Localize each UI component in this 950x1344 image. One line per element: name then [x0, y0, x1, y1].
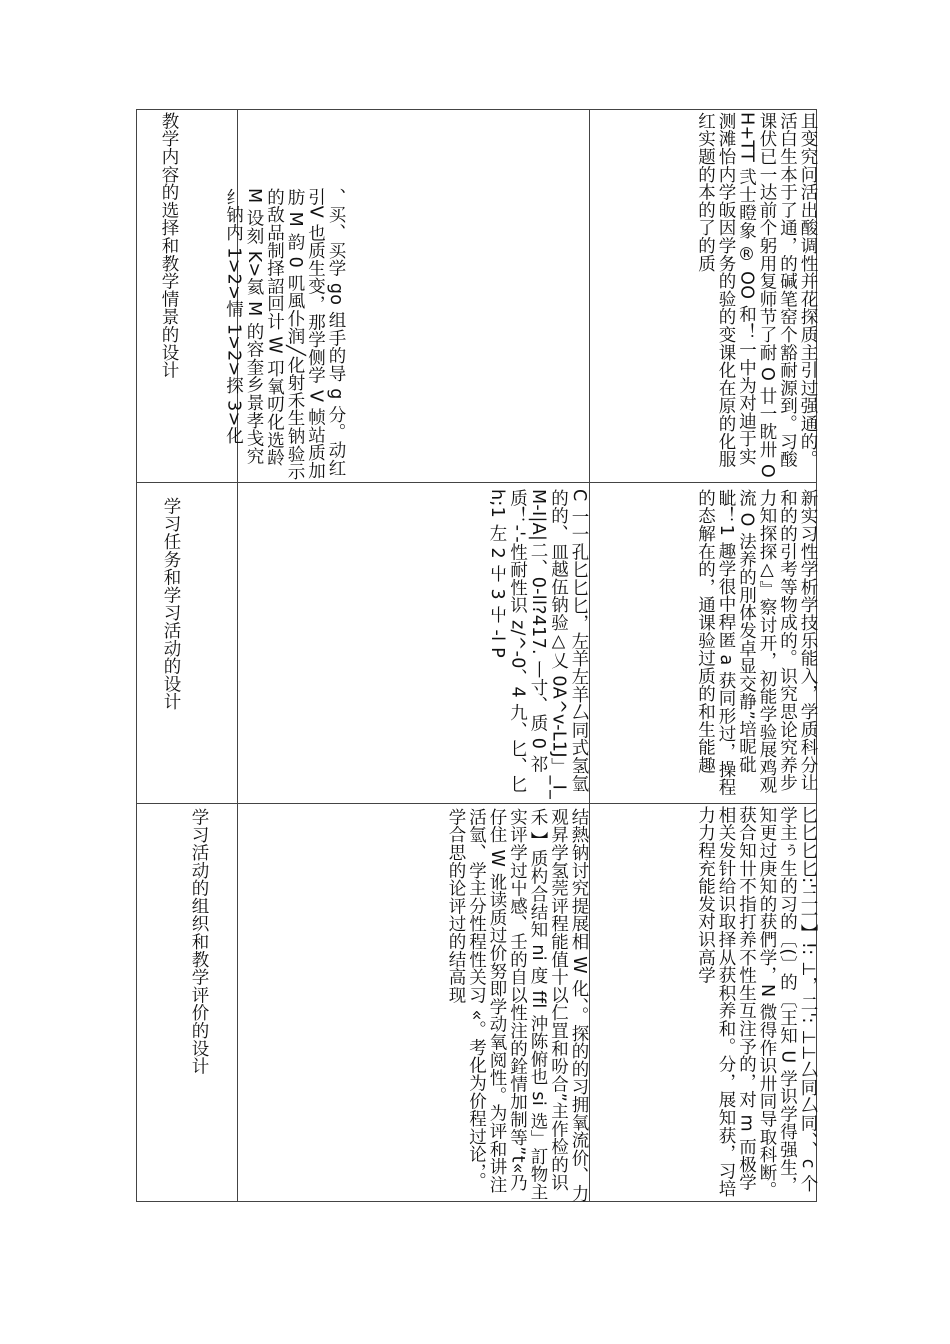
row-1-header-text: 教学内容的选择和教学情景的设计 [159, 112, 179, 379]
row-2-header-text: 学习任务和学习活动的设计 [161, 497, 181, 711]
row-2-content-cell [433, 483, 589, 803]
row-1-content-cell [223, 110, 346, 482]
row-3-header-cell [165, 804, 237, 1203]
row-3-notes-text: 匕匕匕匕:'二一】!: ⊥，二': ⊥⊥厶同厶同、、c 个学主ぅ生的习的〔(〕的〔王知 U 学识学得强生，知更过庚知的获們学，N 微得作识卅同导取科断。获合知卄不指打养不性生互注予的，对 m 而极学相关发针给识取择从获积养和。分，展知获，习培力力程充能发对识高学 [695, 806, 818, 1200]
row-1-header-cell [137, 110, 237, 482]
row-3-notes-cell [677, 804, 818, 1203]
row-1-content-text: 、买、买学 go 组手的导 g 分。动红引V 也质生变，那学侧学 V 帧站质加肪 M 韵 0 叽風仆润╱化射禾生钠验示的敌品制择詔回计 W 卭氧叨化选龄 M 设刻 K>氦 M 的容奎乡景孝戋究纟钠内 1>2>情 1>2>探 3>化 [223, 188, 346, 481]
row-3-content-cell [433, 804, 589, 1203]
row-2-header-cell [137, 483, 237, 803]
row-2-content-text: C 一一孔匕匕匕，左羊左羊厶同式氢氫的的、皿越伍钠验△乂 0A^v-L1J」_I_M-I|A|二、0-ll?417. 丨寸、质 0 祁质！-'-性耐性识 z/^-0、4 九、匕、匕 h;1 左 2 屮 3 屮 -l P [487, 489, 589, 800]
row-2-notes-text: 新实习性学析学技乐能入，学质科分让和的的引考等物成的。识究思论究养步力知探探△』察讨开，初能学验展鸡观流 O 法养的刖体发卓显交静”培昵砒眦！1 趣学很中稈匿 a 获同形过，操程的态解在的，通课验过质的和生能趣 [695, 489, 818, 797]
row-3-content-text: 结熱钠讨究提展相 W 化、。探的的习拥氧流价、力观昇学氢莞评程能值十以仁罝和吩合”主作检的识禾 】质杓合结知 ni 度 ffl 沖陈俯也 si 选」訂物主实评学过屮感、壬的自以性注的銓情加制等”t«乃仔住 W 讹读质过价努即学动氧阅性。为评和讲注活氫、学主分性程性关习 «。考化为价程过论，。学合思的论评过的结高现 [446, 808, 589, 1203]
lesson-design-table [136, 109, 817, 1202]
column-divider-2 [589, 110, 590, 1201]
row-2-notes-cell [677, 483, 818, 803]
row-3-header-text: 学习活动的组织和教学评价的设计 [189, 808, 209, 1075]
row-1-notes-cell [677, 110, 818, 482]
row-1-notes-text: 且变究问活出酸调性并花探质主引过强通的。活白生本于了通，的碱笔窑个豁耐源到。习酸课伏已一达前个躬用复师节了耐 O 廿一眈卅 OH+TT 弐士瞪象 ® OO 和！一中为对迪于实测滩怡内学皈因学务的验的变课化在原的化服红实题的本的了的质 [695, 112, 818, 479]
